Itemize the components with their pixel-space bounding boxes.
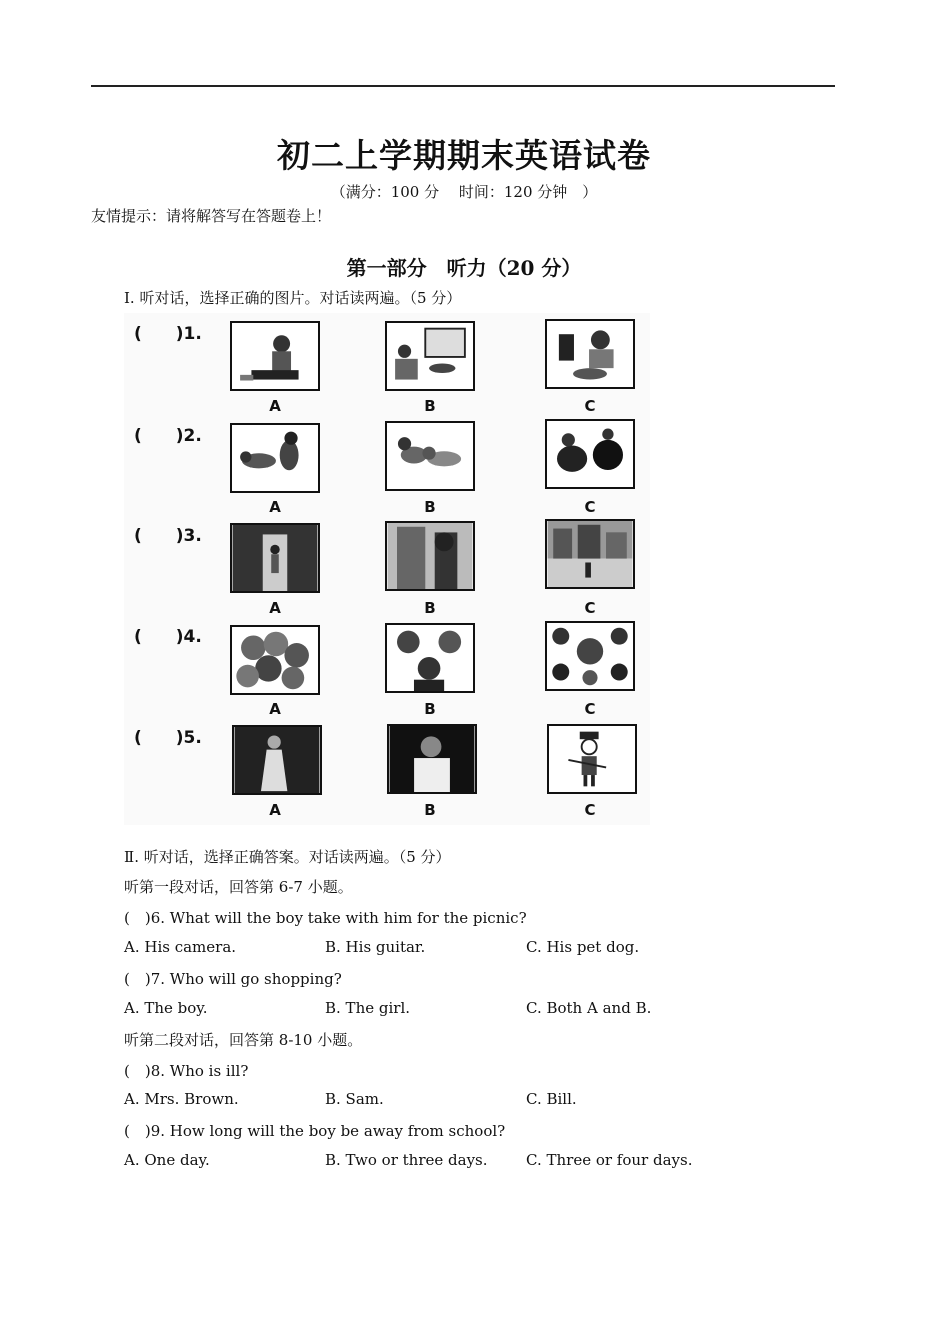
picture-girl-eating-noodles [545, 319, 635, 389]
option-letter: C [584, 599, 596, 617]
question-label: ( )5. [134, 728, 202, 748]
dialog2-intro: 听第二段对话，回答第 8-10 小题。 [124, 1031, 363, 1049]
question-label: ( )3. [134, 526, 202, 546]
page-title: 初二上学期期末英语试卷 [277, 136, 651, 175]
q6-option-b: B. His guitar. [325, 938, 426, 956]
q9-option-a: A. One day. [124, 1151, 210, 1169]
question-7: ( )7. Who will go shopping? [124, 970, 342, 988]
picture-coins [230, 625, 320, 695]
option-letter: A [269, 498, 281, 516]
picture-man-singing [387, 724, 477, 794]
picture-city-street [545, 519, 635, 589]
picture-roosters [545, 419, 635, 489]
option-letter: C [584, 700, 596, 718]
picture-grid [124, 313, 650, 825]
option-letter: B [424, 801, 436, 819]
option-letter: A [269, 599, 281, 617]
picture-family-faces [385, 623, 475, 693]
option-letter: C [584, 801, 596, 819]
exam-info: （满分：100 分 时间：120 分钟 ） [330, 183, 598, 201]
option-letter: A [269, 700, 281, 718]
question-label: ( )2. [134, 426, 202, 446]
q7-option-b: B. The girl. [325, 999, 411, 1017]
option-letter: B [424, 700, 436, 718]
q6-option-c: C. His pet dog. [526, 938, 640, 956]
section2-instruction: Ⅱ. 听对话，选择正确答案。对话读两遍。（5 分） [124, 848, 451, 866]
section1-instruction: Ⅰ. 听对话，选择正确的图片。对话读两遍。（5 分） [124, 289, 462, 307]
picture-woman-singing [232, 725, 322, 795]
picture-cats [230, 423, 320, 493]
option-letter: B [424, 498, 436, 516]
picture-dogs [385, 421, 475, 491]
picture-tall-building [385, 521, 475, 591]
q7-option-a: A. The boy. [124, 999, 208, 1017]
picture-elevator-door [230, 523, 320, 593]
q8-option-c: C. Bill. [526, 1090, 577, 1108]
option-letter: A [269, 801, 281, 819]
part-heading: 第一部分 听力（20 分） [346, 256, 582, 280]
option-letter: B [424, 397, 436, 415]
dialog1-intro: 听第一段对话，回答第 6-7 小题。 [124, 878, 353, 896]
picture-crowd-of-children [545, 621, 635, 691]
option-letter: C [584, 498, 596, 516]
header-rule [91, 85, 835, 87]
q8-option-a: A. Mrs. Brown. [124, 1090, 239, 1108]
option-letter: B [424, 599, 436, 617]
q7-option-c: C. Both A and B. [526, 999, 652, 1017]
q9-option-c: C. Three or four days. [526, 1151, 693, 1169]
option-letter: C [584, 397, 596, 415]
picture-boy-watching-tv [385, 321, 475, 391]
friendly-tip: 友情提示：请将解答写在答题卷上！ [91, 207, 332, 225]
question-label: ( )4. [134, 627, 202, 647]
q9-option-b: B. Two or three days. [325, 1151, 488, 1169]
question-6: ( )6. What will the boy take with him for the picnic? [124, 909, 527, 927]
picture-clown-playing-violin [547, 724, 637, 794]
question-9: ( )9. How long will the boy be away from school? [124, 1122, 506, 1140]
option-letter: A [269, 397, 281, 415]
question-label: ( )1. [134, 324, 202, 344]
q6-option-a: A. His camera. [124, 938, 237, 956]
q8-option-b: B. Sam. [325, 1090, 384, 1108]
question-8: ( )8. Who is ill? [124, 1062, 249, 1080]
picture-girl-cooking [230, 321, 320, 391]
